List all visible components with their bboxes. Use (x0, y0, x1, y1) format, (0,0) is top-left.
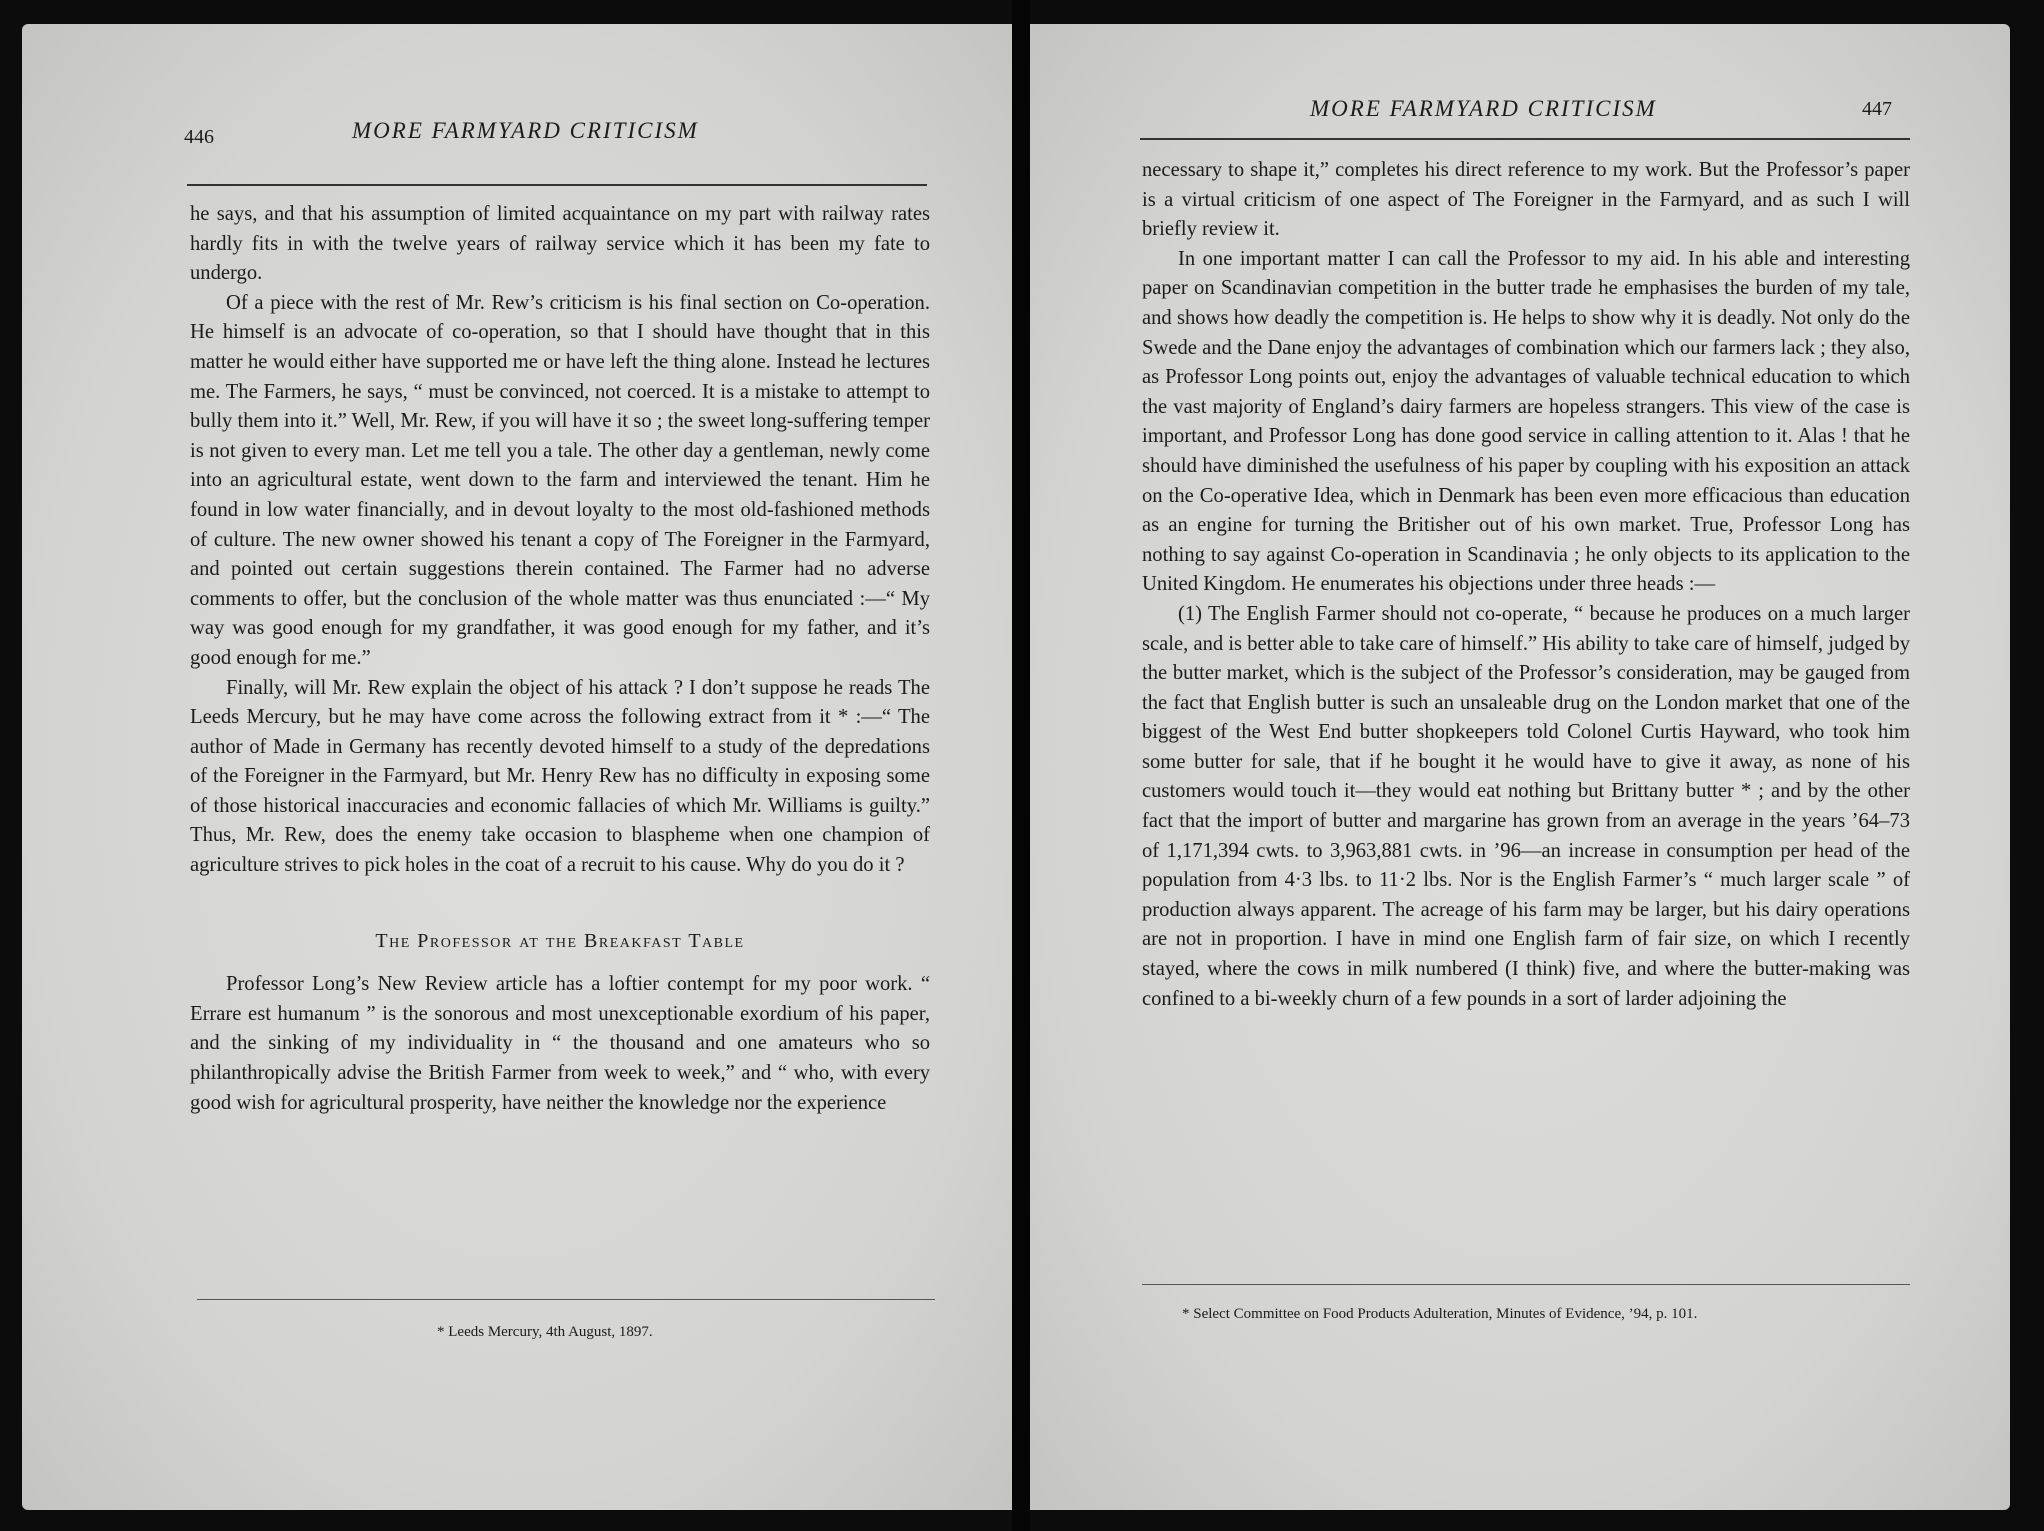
page-number: 446 (184, 126, 214, 148)
right-page-body (1142, 156, 1910, 1014)
paragraph: In one important matter I can call the Professor to my aid. In his able and interesting paper on Scandinavian competition in the butter trade he emphasises the burden of my tale, and shows how deadly the competition is. He helps to show why it is deadly. Not only do the Swede and the Dane enjoy the advantages of combination which our farmers lack ; they also, as Professor Long points out, enjoy the advantages of valuable technical education to which the vast majority of England’s dairy farmers are hopeless strangers. This view of the case is important, and Professor Long has done good service in calling attention to it. Alas ! that he should have diminished the usefulness of his paper by coupling with his exposition an attack on the Co-operative Idea, which in Denmark has been even more efficacious than education as an engine for turning the Britisher out of his own market. True, Professor Long has nothing to say against Co-operation in Scandinavia ; he only objects to its application to the United Kingdom. He enumerates his objections under three heads :— (1142, 247, 1910, 596)
footnote: * Select Committee on Food Products Adulteration, Minutes of Evidence, ’94, p. 101. (1182, 1306, 1698, 1322)
left-page-header (22, 114, 1012, 154)
right-page-header (1030, 92, 2010, 132)
left-page-body (190, 200, 930, 1118)
footnote-rule (197, 1299, 935, 1300)
header-rule (1140, 138, 1910, 140)
left-page (22, 24, 1012, 1510)
paragraph: Finally, will Mr. Rew explain the object of his attack ? I don’t suppose he reads The Leeds Mercury, but he may have come across the following extract from it * :—“ The author of Made in Germany has recently devoted himself to a study of the depredations of the Foreigner in the Farmyard, but Mr. Henry Rew has no difficulty in exposing some of those historical inaccuracies and economic fallacies of which Mr. Williams is guilty.” Thus, Mr. Rew, does the enemy take occasion to blaspheme when one champion of agriculture strives to pick holes in the coat of a recruit to his cause. Why do you do it ? (190, 676, 930, 877)
header-rule (187, 184, 927, 186)
paragraph: Of a piece with the rest of Mr. Rew’s criticism is his final section on Co-operation. He himself is an advocate of co-operation, so that I should have thought that in this matter he would either have supported me or have left the thing alone. Instead he lectures me. The Farmers, he says, “ must be convinced, not coerced. It is a mistake to attempt to bully them into it.” Well, Mr. Rew, if you will have it so ; the sweet long-suffering temper is not given to every man. Let me tell you a tale. The other day a gentleman, newly come into an agricultural estate, went down to the farm and interviewed the tenant. Him he found in low water financially, and in devout loyalty to the most old-fashioned methods of culture. The new owner showed his tenant a copy of The Foreigner in the Farmyard, and pointed out certain suggestions therein contained. The Farmer had no adverse comments to offer, but the conclusion of the whole matter was thus enunciated :—“ My way was good enough for my grandfather, it was good enough for my father, and it’s good enough for me.” (190, 291, 930, 669)
running-title: MORE FARMYARD CRITICISM (352, 118, 699, 143)
page-number: 447 (1862, 98, 1892, 120)
footnote-rule (1142, 1284, 1910, 1285)
section-heading: The Professor at the Breakfast Table (375, 929, 745, 952)
book-gutter (1012, 0, 1030, 1531)
paragraph: necessary to shape it,” completes his direct reference to my work. But the Professor’s paper is a virtual criticism of one aspect of The Foreigner in the Farmyard, and as such I will briefly review it. (1142, 159, 1910, 241)
paragraph: he says, and that his assumption of limited acquaintance on my part with railway rates hardly fits in with the twelve years of railway service which it has been my fate to undergo. (190, 203, 930, 285)
paragraph: Professor Long’s New Review article has a loftier contempt for my poor work. “ Errare est humanum ” is the sonorous and most unexceptionable exordium of his paper, and the sinking of my individuality in “ the thousand and one amateurs who so philanthropically advise the British Farmer from week to week,” and “ who, with every good wish for agricultural prosperity, have neither the knowledge nor the experience (190, 973, 930, 1114)
footnote: * Leeds Mercury, 4th August, 1897. (437, 1324, 653, 1340)
right-page (1030, 24, 2010, 1510)
paragraph: (1) The English Farmer should not co-operate, “ because he produces on a much larger scale, and is better able to take care of himself.” His ability to take care of himself, judged by the butter market, which is the subject of the Professor’s consideration, may be gauged from the fact that English butter is such an unsaleable drug on the London market that one of the biggest of the West End butter shopkeepers told Colonel Curtis Hayward, who took him some butter for sale, that if he bought it he would have to give it away, as none of his customers would touch it—they would eat nothing but Brittany butter * ; and by the other fact that the import of butter and margarine has grown from an average in the years ’64–73 of 1,171,394 cwts. to 3,963,881 cwts. in ’96—an increase in consumption per head of the population from 4·3 lbs. to 11·2 lbs. Nor is the English Farmer’s “ much larger scale ” of production always apparent. The acreage of his farm may be larger, but his dairy operations are not in proportion. I have in mind one English farm of fair size, on which I recently stayed, where the cows in milk numbered (I think) five, and where the butter-making was confined to a bi-weekly churn of a few pounds in a sort of larder adjoining the (1142, 602, 1910, 1010)
running-title: MORE FARMYARD CRITICISM (1310, 96, 1657, 121)
